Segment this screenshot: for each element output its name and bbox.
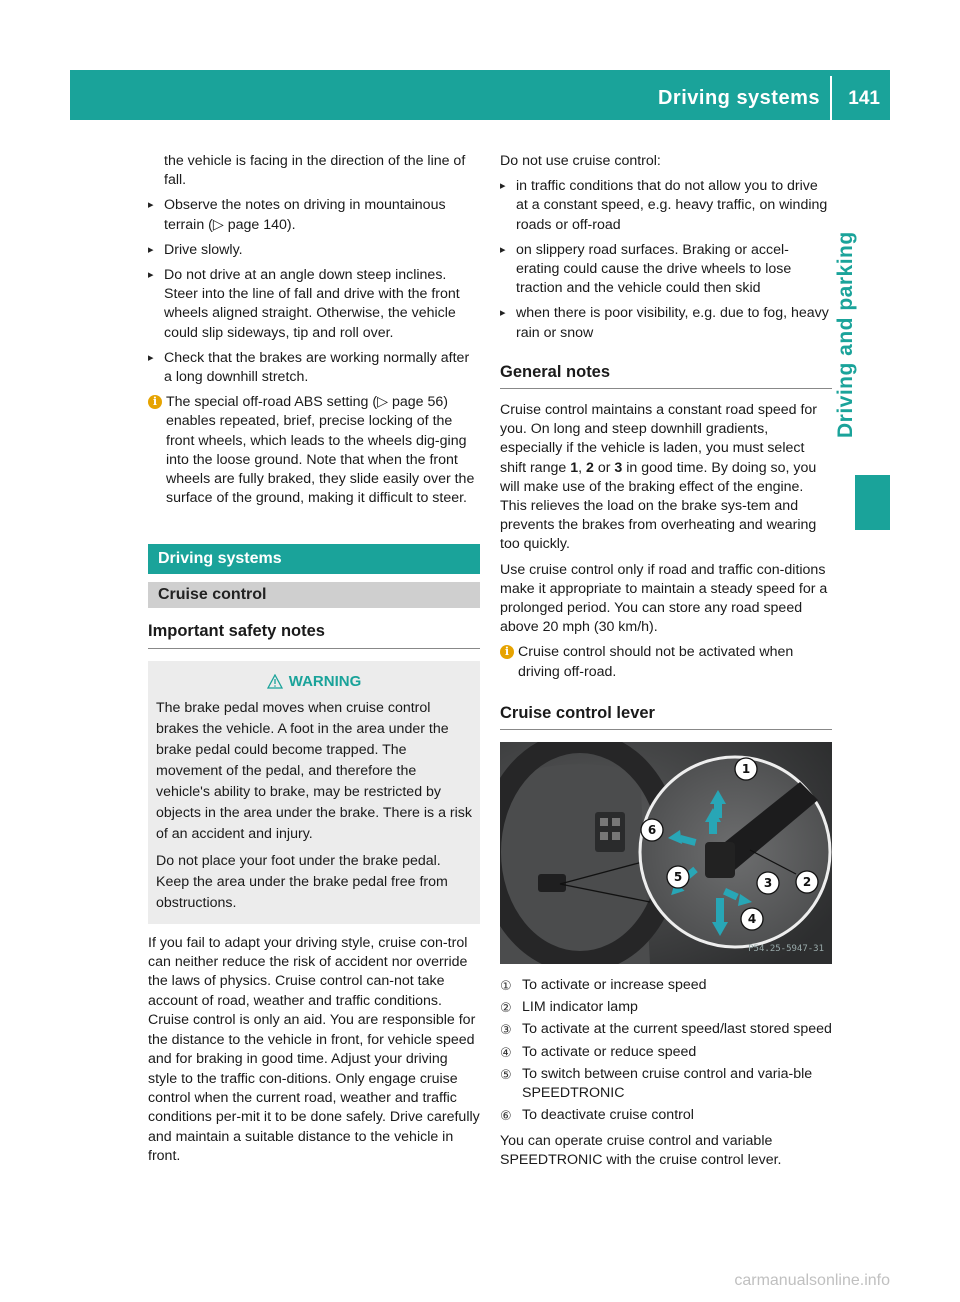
legend-item: [500, 976, 832, 995]
header-divider: [830, 76, 832, 120]
shift-range-1: 1: [570, 459, 579, 476]
legend-text: To switch between cruise control and varia-ble SPEEDTRONIC: [522, 1065, 813, 1102]
figure-label-5: 5: [673, 870, 683, 885]
lever-heading: Cruise control lever: [500, 704, 832, 730]
legend-item: [500, 998, 832, 1017]
intro-continuation: the vehicle is facing in the direction of the line of fall.: [164, 153, 466, 189]
legend-item: [500, 1065, 832, 1103]
figure-label-3: 3: [763, 876, 773, 891]
side-tab-marker: [855, 475, 890, 530]
legend-number: ⑥: [500, 1108, 512, 1124]
safety-heading: Important safety notes: [148, 622, 480, 648]
warning-icon: [267, 674, 283, 689]
info-note: [148, 393, 480, 508]
legend-text: To activate or increase speed: [522, 977, 707, 994]
legend-item: [500, 1020, 832, 1039]
warning-para: Do not place your foot under the brake pedal. Keep the area under the brake pedal free from obstructions.: [156, 852, 448, 911]
legend-text: To deactivate cruise control: [522, 1107, 694, 1124]
figure-code: P54.25-5947-31: [748, 943, 824, 954]
legend-item: [500, 1043, 832, 1062]
shift-range-3: 3: [614, 459, 623, 476]
closing-paragraph: You can operate cruise control and variable SPEEDTRONIC with the cruise control lever.: [500, 1132, 782, 1168]
separator: or: [593, 459, 615, 476]
bullet-item: ▸ Check that the brakes are working normally after a long downhill stretch.: [148, 349, 480, 387]
general-text: in good time. By doing so, you will make use of the braking effect of the engine. This relieves the load on the brake sys-tem and prevents the brakes from overheating and wearing too quickly.: [500, 459, 817, 553]
separator: ,: [578, 459, 586, 476]
legend-item: [500, 1106, 832, 1125]
bullet-item: ▸ Drive slowly.: [148, 241, 480, 260]
legend-number: ③: [500, 1022, 512, 1038]
general-paragraph: Use cruise control only if road and traffic con-ditions make it appropriate to maintain a steady speed for a prolonged period. You can store any road speed above 20 mph (30 km/h).: [500, 561, 828, 636]
info-note-text: The special off-road ABS setting (▷ page 56) enables repeated, brief, precise locking of the front wheels, which leads to the wheels dig-ging into the loose ground. Note that when the front wheels are fully braked, they slide easily over the surface of the ground, making it difficult to steer.: [166, 394, 475, 507]
legend-number: ①: [500, 978, 512, 994]
warning-title-text: WARNING: [288, 672, 362, 690]
general-paragraph: [500, 401, 832, 555]
header-title: Driving systems: [657, 87, 820, 109]
legend-text: To activate or reduce speed: [522, 1043, 697, 1060]
header-bar: [70, 70, 890, 120]
lever-illustration: [500, 742, 832, 964]
bullet-item: ▸ on slippery road surfaces. Braking or accel-erating could cause the drive wheels to lose traction and the vehicle could then skid: [500, 241, 832, 299]
legend-text: To activate at the current speed/last stored speed: [522, 1021, 832, 1038]
legend-number: ⑤: [500, 1066, 512, 1082]
left-column: [148, 152, 480, 1173]
general-notes-heading: General notes: [500, 363, 832, 389]
not-use-intro: Do not use cruise control:: [500, 153, 661, 169]
shift-range-2: 2: [585, 459, 594, 476]
legend-number: ④: [500, 1044, 512, 1060]
info-note: [500, 643, 832, 681]
legend-number: ②: [500, 1000, 512, 1016]
bullet-item: ▸ Do not drive at an angle down steep inclines. Steer into the line of fall and drive with the front wheels aligned straight. Otherwise, the vehicle could slip sideways, tip and roll over.: [148, 266, 480, 343]
figure-label-2: 2: [802, 875, 812, 890]
bullet-item: ▸ Observe the notes on driving in mountainous terrain (▷ page 140).: [148, 196, 480, 234]
figure-label-4: 4: [747, 912, 757, 927]
cruise-control-lever-figure: [500, 742, 832, 964]
right-column: [500, 152, 832, 1176]
section-title: Driving systems: [148, 544, 480, 574]
info-icon: i: [500, 645, 514, 659]
watermark: carmanualsonline.info: [734, 1272, 890, 1289]
bullet-item: ▸ in traffic conditions that do not allow you to drive at a constant speed, e.g. heavy traffic, on winding roads or off-road: [500, 177, 832, 235]
subsection-title: Cruise control: [148, 582, 480, 608]
figure-label-6: 6: [647, 823, 657, 838]
body-paragraph: If you fail to adapt your driving style, cruise con-trol can neither reduce the risk of accident nor override the laws of physics. Cruise control can-not take account of road, weather and traffic conditions. Cruise control is only an aid. You are responsible for the distance to the vehicle in front, for vehicle speed and for braking in good time. Adjust your driving style to the traffic con-ditions. Only engage cruise control when the current road, weather and traffic conditions per-mit it to be done safely. Drive carefully and maintain a suitable distance to the vehicle in front.: [148, 934, 480, 1165]
side-tab-label: Driving and parking: [834, 231, 857, 438]
side-tab-label-wrap: [834, 231, 894, 458]
bullet-item: ▸ when there is poor visibility, e.g. due to fog, heavy rain or snow: [500, 304, 832, 342]
warning-box: [148, 661, 480, 924]
warning-title: [156, 671, 472, 692]
legend-text: LIM indicator lamp: [522, 999, 638, 1016]
general-text: Cruise control maintains a constant road speed for you. On long and steep downhill gradients, especially if the vehicle is laden, you must select shift range: [500, 402, 818, 476]
page-number: 141: [848, 88, 880, 109]
info-icon: i: [148, 395, 162, 409]
warning-para: The brake pedal moves when cruise control brakes the vehicle. A foot in the area under the brake pedal could become trapped. The movement of the pedal, and therefore the vehicle's ability to brake, may be restricted by objects in the area under the brake. There is a risk of an accident and injury.: [156, 699, 472, 842]
info-note-text: Cruise control should not be activated when driving off-road.: [518, 644, 794, 680]
figure-label-1: 1: [741, 762, 751, 777]
